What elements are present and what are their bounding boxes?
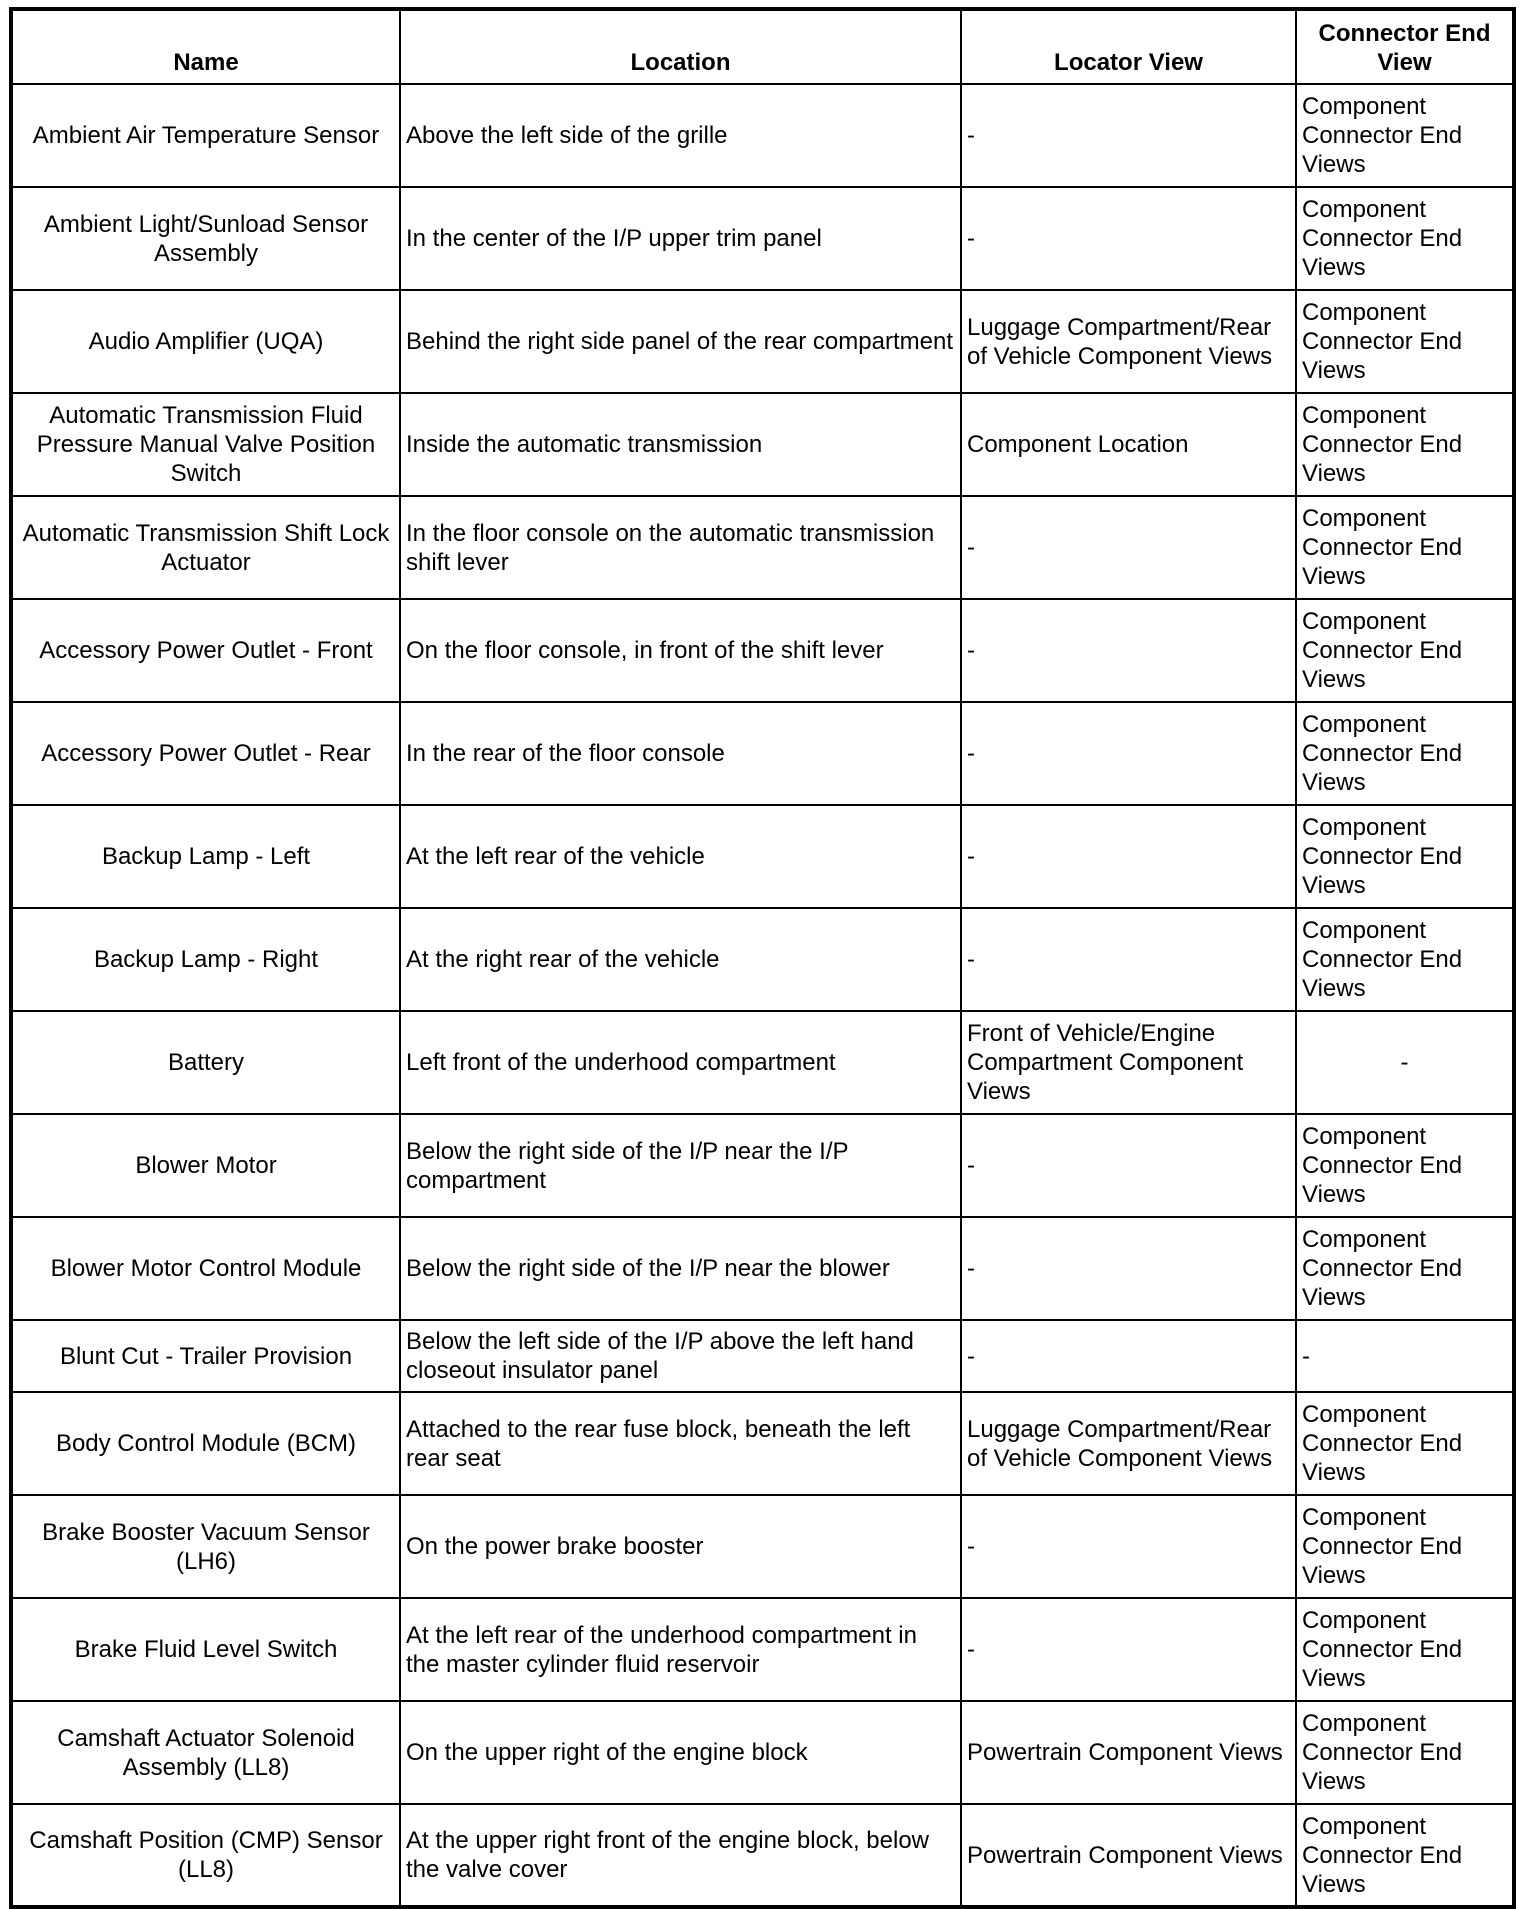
table-row: [11, 1701, 1514, 1804]
cell-locator-view: -: [961, 702, 1296, 805]
cell-connector-end-view: Component Connector End Views: [1296, 908, 1514, 1011]
cell-connector-end-view: Component Connector End Views: [1296, 1392, 1514, 1495]
table-row: [11, 1495, 1514, 1598]
cell-location: On the floor console, in front of the shift lever: [400, 599, 961, 702]
cell-location: Behind the right side panel of the rear compartment: [400, 290, 961, 393]
cell-location: On the power brake booster: [400, 1495, 961, 1598]
cell-connector-end-view: Component Connector End Views: [1296, 805, 1514, 908]
table-row: [11, 496, 1514, 599]
cell-locator-view: -: [961, 496, 1296, 599]
cell-connector-end-view: Component Connector End Views: [1296, 1495, 1514, 1598]
cell-name: Camshaft Actuator Solenoid Assembly (LL8): [11, 1701, 400, 1804]
component-locator-table: [9, 7, 1516, 1909]
table-row: [11, 84, 1514, 187]
cell-name: Accessory Power Outlet - Front: [11, 599, 400, 702]
cell-locator-view: Powertrain Component Views: [961, 1804, 1296, 1907]
cell-location: Above the left side of the grille: [400, 84, 961, 187]
table-row: [11, 1804, 1514, 1907]
cell-location: Below the right side of the I/P near the I/P compartment: [400, 1114, 961, 1217]
table-header-row: [11, 9, 1514, 84]
cell-connector-end-view: Component Connector End Views: [1296, 496, 1514, 599]
cell-locator-view: -: [961, 599, 1296, 702]
cell-location: At the right rear of the vehicle: [400, 908, 961, 1011]
cell-location: At the upper right front of the engine block, below the valve cover: [400, 1804, 961, 1907]
cell-name: Backup Lamp - Left: [11, 805, 400, 908]
table-row: [11, 908, 1514, 1011]
component-locator-table-wrapper: [9, 7, 1512, 1909]
cell-name: Blunt Cut - Trailer Provision: [11, 1320, 400, 1392]
cell-connector-end-view: Component Connector End Views: [1296, 1114, 1514, 1217]
cell-locator-view: -: [961, 187, 1296, 290]
header-name: Name: [11, 9, 400, 84]
cell-connector-end-view: Component Connector End Views: [1296, 393, 1514, 496]
cell-name: Audio Amplifier (UQA): [11, 290, 400, 393]
cell-locator-view: -: [961, 1217, 1296, 1320]
cell-locator-view: Front of Vehicle/Engine Compartment Component Views: [961, 1011, 1296, 1114]
cell-locator-view: Luggage Compartment/Rear of Vehicle Component Views: [961, 1392, 1296, 1495]
cell-connector-end-view: Component Connector End Views: [1296, 1804, 1514, 1907]
cell-name: Automatic Transmission Fluid Pressure Manual Valve Position Switch: [11, 393, 400, 496]
table-row: [11, 1392, 1514, 1495]
cell-connector-end-view: Component Connector End Views: [1296, 702, 1514, 805]
cell-connector-end-view: Component Connector End Views: [1296, 290, 1514, 393]
cell-location: In the center of the I/P upper trim panel: [400, 187, 961, 290]
cell-location: Left front of the underhood compartment: [400, 1011, 961, 1114]
cell-location: Below the right side of the I/P near the blower: [400, 1217, 961, 1320]
cell-connector-end-view: Component Connector End Views: [1296, 84, 1514, 187]
cell-location: Below the left side of the I/P above the left hand closeout insulator panel: [400, 1320, 961, 1392]
cell-name: Backup Lamp - Right: [11, 908, 400, 1011]
cell-name: Ambient Light/Sunload Sensor Assembly: [11, 187, 400, 290]
table-row: [11, 290, 1514, 393]
cell-connector-end-view: Component Connector End Views: [1296, 187, 1514, 290]
cell-locator-view: Powertrain Component Views: [961, 1701, 1296, 1804]
cell-locator-view: -: [961, 1114, 1296, 1217]
cell-connector-end-view: -: [1296, 1011, 1514, 1114]
cell-locator-view: -: [961, 1598, 1296, 1701]
cell-locator-view: -: [961, 1495, 1296, 1598]
cell-location: Attached to the rear fuse block, beneath the left rear seat: [400, 1392, 961, 1495]
cell-locator-view: Component Location: [961, 393, 1296, 496]
table-row: [11, 393, 1514, 496]
cell-name: Ambient Air Temperature Sensor: [11, 84, 400, 187]
cell-name: Blower Motor: [11, 1114, 400, 1217]
cell-name: Brake Fluid Level Switch: [11, 1598, 400, 1701]
cell-location: In the floor console on the automatic transmission shift lever: [400, 496, 961, 599]
cell-location: At the left rear of the vehicle: [400, 805, 961, 908]
cell-name: Accessory Power Outlet - Rear: [11, 702, 400, 805]
cell-name: Battery: [11, 1011, 400, 1114]
table-row: [11, 187, 1514, 290]
cell-name: Blower Motor Control Module: [11, 1217, 400, 1320]
header-connector-end-view: Connector End View: [1296, 9, 1514, 84]
cell-location: Inside the automatic transmission: [400, 393, 961, 496]
cell-locator-view: -: [961, 1320, 1296, 1392]
cell-location: On the upper right of the engine block: [400, 1701, 961, 1804]
cell-name: Brake Booster Vacuum Sensor (LH6): [11, 1495, 400, 1598]
cell-name: Body Control Module (BCM): [11, 1392, 400, 1495]
table-row: [11, 702, 1514, 805]
table-row: [11, 805, 1514, 908]
cell-locator-view: -: [961, 908, 1296, 1011]
cell-locator-view: Luggage Compartment/Rear of Vehicle Component Views: [961, 290, 1296, 393]
table-row: [11, 1598, 1514, 1701]
table-row: [11, 1011, 1514, 1114]
cell-locator-view: -: [961, 805, 1296, 908]
table-row: [11, 1114, 1514, 1217]
table-row: [11, 599, 1514, 702]
cell-location: In the rear of the floor console: [400, 702, 961, 805]
table-row: [11, 1320, 1514, 1392]
header-locator-view: Locator View: [961, 9, 1296, 84]
cell-connector-end-view: Component Connector End Views: [1296, 1701, 1514, 1804]
cell-connector-end-view: Component Connector End Views: [1296, 1217, 1514, 1320]
cell-connector-end-view: Component Connector End Views: [1296, 599, 1514, 702]
cell-name: Automatic Transmission Shift Lock Actuator: [11, 496, 400, 599]
cell-name: Camshaft Position (CMP) Sensor (LL8): [11, 1804, 400, 1907]
header-location: Location: [400, 9, 961, 84]
cell-connector-end-view: -: [1296, 1320, 1514, 1392]
table-row: [11, 1217, 1514, 1320]
cell-locator-view: -: [961, 84, 1296, 187]
cell-connector-end-view: Component Connector End Views: [1296, 1598, 1514, 1701]
cell-location: At the left rear of the underhood compartment in the master cylinder fluid reservoir: [400, 1598, 961, 1701]
